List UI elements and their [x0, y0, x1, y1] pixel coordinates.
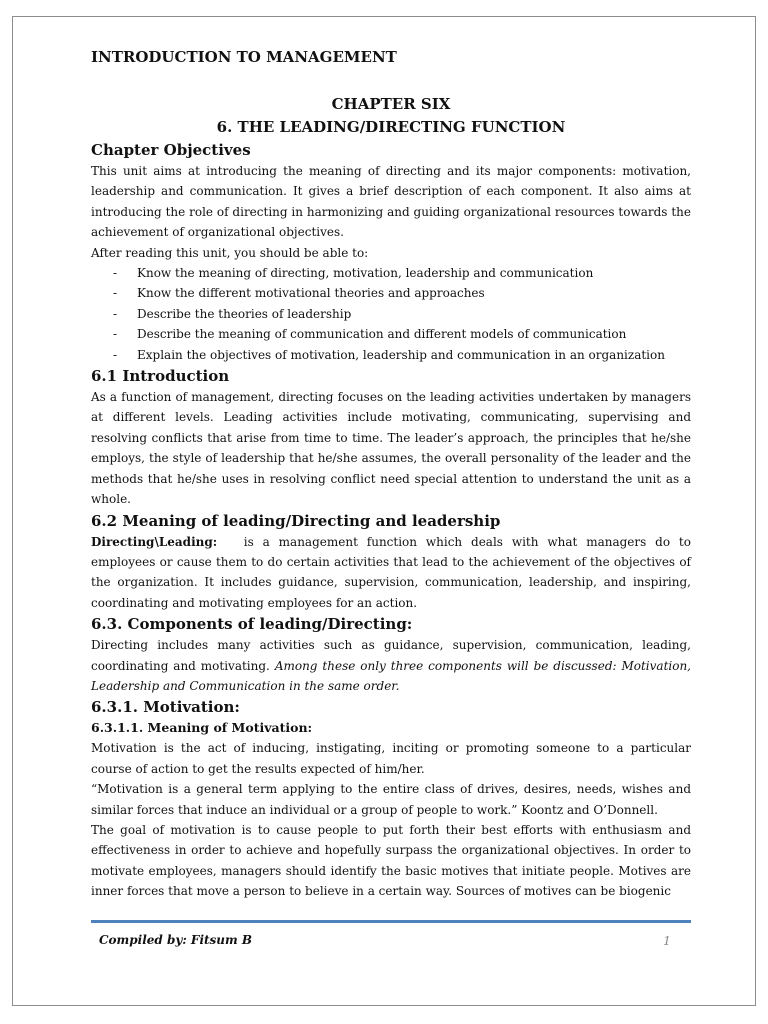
page-content — [91, 47, 691, 902]
motivation-subheading: 6.3.1.1. Meaning of Motivation: — [91, 720, 313, 736]
introduction-paragraph: As a function of management, directing focuses on the leading activities undertaken by managers at different levels. Leading activities include motivating, communicating, supervising and resolving conflicts that arise from time to time. The leader’s approach, the principles that he/she employs, the style of leadership that he/she assumes, the overall personality of the leader and the methods that he/she uses in resolving conflict need special attention to understand the unit as a whole. — [91, 390, 691, 507]
list-item: - Know the different motivational theories and approaches — [113, 283, 691, 303]
running-header: INTRODUCTION TO MANAGEMENT — [91, 48, 397, 66]
components-text: Directing includes many activities such as guidance, supervision, communication, leading, coordinating and motivating. — [91, 638, 691, 673]
list-item: - Explain the objectives of motivation, leadership and communication in an organization — [113, 345, 691, 365]
document-page — [12, 16, 756, 1006]
components-paragraph — [91, 635, 691, 696]
list-item: - Describe the theories of leadership — [113, 304, 691, 324]
components-italic-text: Among these only three components will be discussed: Motivation, Leadership and Communication in the same order. — [91, 658, 691, 693]
components-heading: 6.3. Components of leading/Directing: — [91, 615, 413, 634]
objectives-lead-in: After reading this unit, you should be able to: — [91, 245, 369, 260]
motivation-paragraph-2: “Motivation is a general term applying to the entire class of drives, desires, needs, wishes and similar forces that induce an individual or a group of people to work.” Koontz and O’Donnell. — [91, 782, 691, 817]
objectives-list — [91, 263, 691, 365]
motivation-paragraph-1: Motivation is the act of inducing, instigating, inciting or promoting someone to a particular course of action to get the results expected of him/her. — [91, 741, 691, 776]
objectives-paragraph: This unit aims at introducing the meaning of directing and its major components: motivation, leadership and communication. It gives a brief description of each component. It also aims at introducing the role of directing in harmonizing and guiding organizational resources towards the achievement of organizational objectives. — [91, 164, 691, 240]
motivation-heading: 6.3.1. Motivation: — [91, 698, 240, 717]
objectives-heading: Chapter Objectives — [91, 141, 251, 159]
motivation-paragraph-3: The goal of motivation is to cause people to put forth their best efforts with enthusiasm and effectiveness in order to achieve and hopefully surpass the organizational objectives. In order to motivate employees, managers should identify the basic motives that initiate people. Motives are inner forces that move a person to believe in a certain way. Sources of motives can be biogenic — [91, 822, 691, 899]
chapter-title: 6. THE LEADING/DIRECTING FUNCTION — [216, 118, 566, 136]
introduction-heading: 6.1 Introduction — [91, 367, 230, 386]
page-number: 1 — [663, 933, 671, 948]
meaning-heading: 6.2 Meaning of leading/Directing and leadership — [91, 511, 501, 530]
list-item: - Describe the meaning of communication and different models of communication — [113, 324, 691, 344]
list-item: - Know the meaning of directing, motivation, leadership and communication — [113, 263, 691, 283]
meaning-term: Directing\Leading: — [91, 534, 218, 549]
meaning-paragraph — [91, 532, 691, 614]
chapter-label: CHAPTER SIX — [331, 95, 451, 113]
footer-compiled-by: Compiled by: Fitsum B — [99, 933, 253, 947]
meaning-definition: is a management function which deals with what managers do to employees or cause them to do certain activities that lead to the achievement of the objectives of the organization. It includes guidance, supervision, communication, leadership, and inspiring, coordinating and motivating employees for an action. — [91, 534, 691, 610]
footer-rule — [91, 920, 691, 923]
